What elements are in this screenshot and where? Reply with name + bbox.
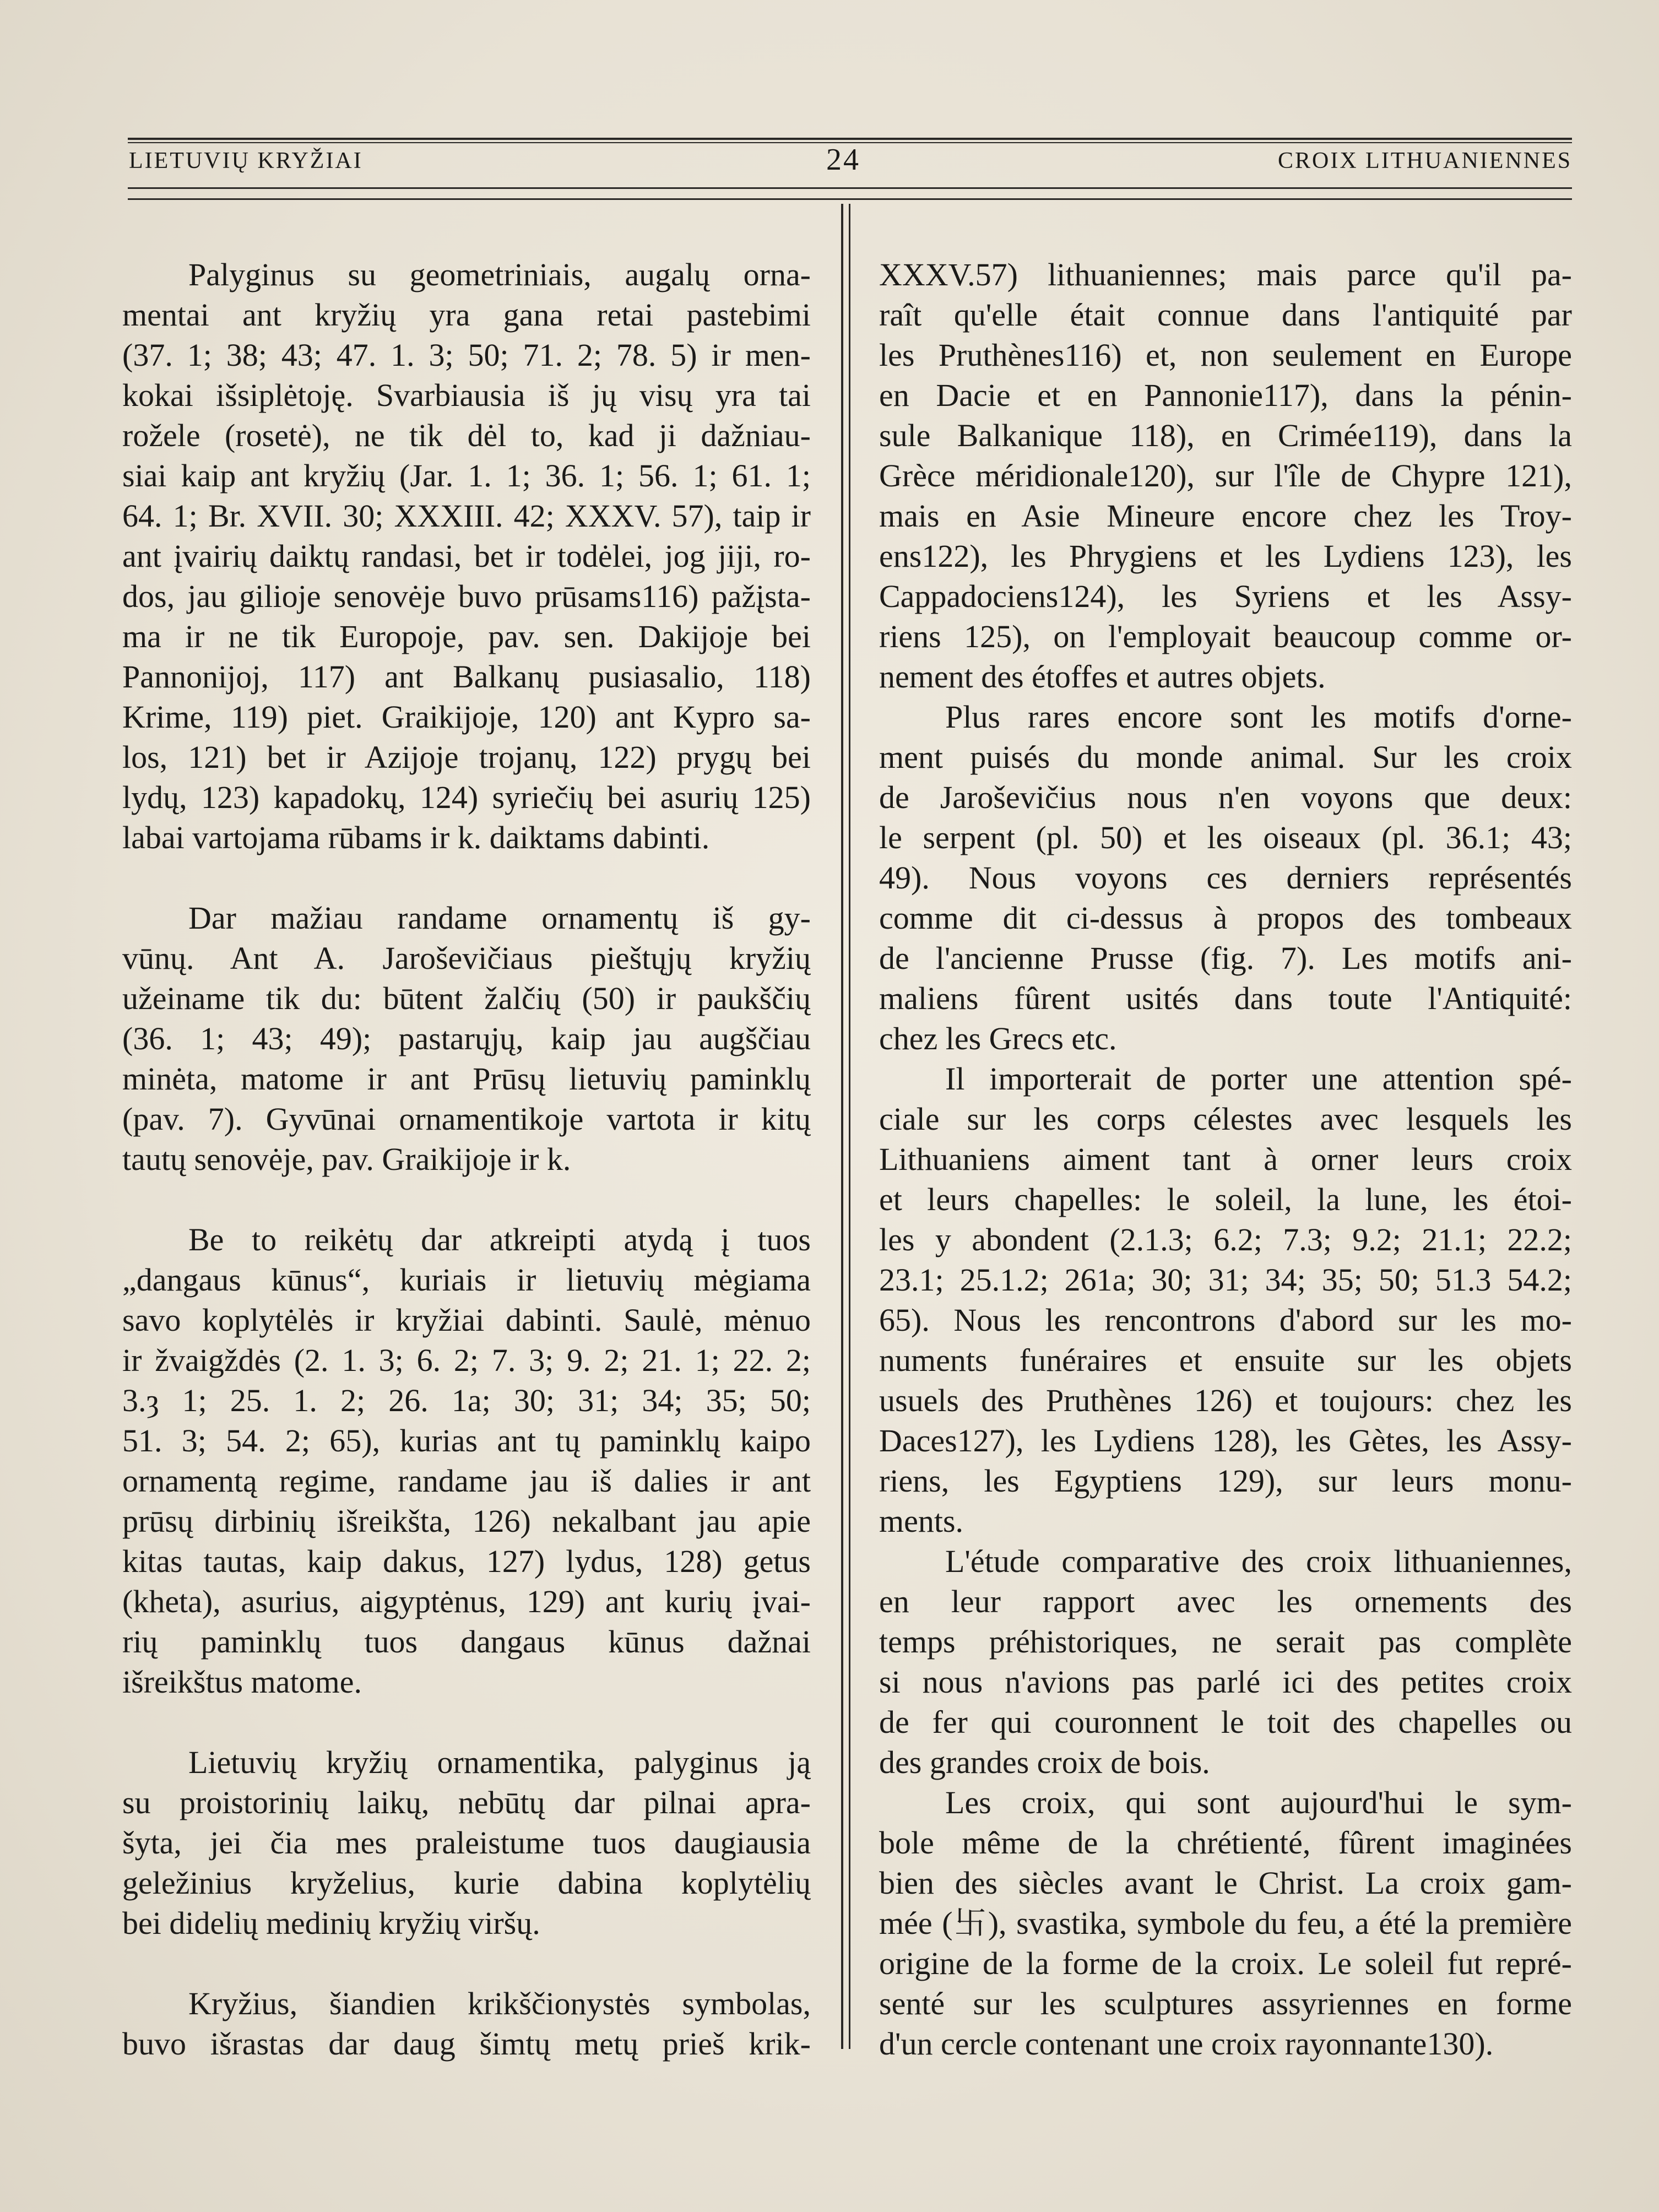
text-line: Be to reikėtų dar atkreipti atydą į tuos bbox=[188, 1222, 811, 1257]
text-line: (pav. 7). Gyvūnai ornamentikoje vartota ir kitų bbox=[122, 1101, 811, 1137]
page-number: 24 bbox=[826, 143, 860, 177]
text-line: (36. 1; 43; 49); pastarųjų, kaip jau augščiau bbox=[122, 1021, 811, 1056]
text-line: prūsų dirbinių išreikšta, 126) nekalbant jau apie bbox=[122, 1503, 811, 1539]
text-line: Pannonijoj, 117) ant Balkanų pusiasalio, 118) bbox=[122, 659, 811, 695]
text-line: tautų senovėje, pav. Graikijoje ir k. bbox=[122, 1141, 571, 1177]
text-line: 3.ȝ 1; 25. 1. 2; 26. 1a; 30; 31; 34; 35; 50; bbox=[122, 1382, 811, 1418]
text-line: rių paminklų tuos dangaus kūnus dažnai bbox=[122, 1624, 811, 1660]
text-line: de fer qui couronnent le toit des chapelles ou bbox=[879, 1704, 1572, 1740]
text-line: temps préhistoriques, ne serait pas complète bbox=[879, 1624, 1572, 1660]
text-line: bole même de la chrétienté, fûrent imaginées bbox=[879, 1825, 1572, 1861]
text-line: 23.1; 25.1.2; 261a; 30; 31; 34; 35; 50; 51.3 54.2; bbox=[879, 1262, 1572, 1298]
text-line: 51. 3; 54. 2; 65), kurias ant tų paminklų kaipo bbox=[122, 1423, 811, 1459]
paragraph-gap bbox=[122, 858, 811, 898]
text-line: ir žvaigždės (2. 1. 3; 6. 2; 7. 3; 9. 2; 21. 1; 22. 2; bbox=[122, 1342, 811, 1378]
text-line: ant įvairių daiktų randasi, bet ir todėlei, jog jiji, ro- bbox=[122, 538, 811, 574]
text-line: mais en Asie Mineure encore chez les Troy- bbox=[879, 498, 1572, 534]
text-line: vūnų. Ant A. Jaroševičiaus pieštųjų kryžių bbox=[122, 940, 811, 976]
text-line: minėta, matome ir ant Prūsų lietuvių paminklų bbox=[122, 1061, 811, 1097]
text-line: L'étude comparative des croix lithuaniennes, bbox=[945, 1543, 1572, 1579]
text-line: de Jaroševičius nous n'en voyons que deux: bbox=[879, 779, 1572, 815]
text-line: des grandes croix de bois. bbox=[879, 1744, 1210, 1780]
text-line: Palyginus su geometriniais, augalų orna- bbox=[188, 257, 811, 292]
text-line: et leurs chapelles: le soleil, la lune, les étoi- bbox=[879, 1181, 1572, 1217]
text-line: bien des siècles avant le Christ. La croix gam- bbox=[879, 1865, 1572, 1901]
text-line: mentai ant kryžių yra gana retai pastebimi bbox=[122, 297, 811, 333]
text-line: „dangaus kūnus“, kuriais ir lietuvių mėgiama bbox=[122, 1262, 811, 1298]
text-line: geležinius kryželius, kurie dabina koplytėlių bbox=[122, 1865, 811, 1901]
text-line: dos, jau gilioje senovėje buvo prūsams116) pažįsta- bbox=[122, 578, 811, 614]
text-line: les Pruthènes116) et, non seulement en Europe bbox=[879, 337, 1572, 373]
text-line: lydų, 123) kapadokų, 124) syriečių bei asurių 125) bbox=[122, 779, 811, 815]
text-line: ciale sur les corps célestes avec lesquels les bbox=[879, 1101, 1572, 1137]
text-line: 64. 1; Br. XVII. 30; XXXIII. 42; XXXV. 57), taip ir bbox=[122, 498, 811, 534]
text-line: 49). Nous voyons ces derniers représentés bbox=[879, 860, 1572, 896]
text-line: buvo išrastas dar daug šimtų metų prieš krik- bbox=[122, 2026, 811, 2062]
header-rule-top bbox=[128, 138, 1572, 140]
text-line: ens122), les Phrygiens et les Lydiens 123), les bbox=[879, 538, 1572, 574]
text-line: išreikštus matome. bbox=[122, 1664, 362, 1700]
text-line: rožele (rosetė), ne tik dėl to, kad ji dažniau- bbox=[122, 418, 811, 453]
text-line: Krime, 119) piet. Graikijoje, 120) ant Kypro sa- bbox=[122, 699, 811, 735]
lithuanian-column bbox=[122, 254, 811, 2064]
text-line: senté sur les sculptures assyriennes en forme bbox=[879, 1986, 1572, 2021]
text-line: Grèce méridionale120), sur l'île de Chypre 121), bbox=[879, 458, 1572, 494]
text-line: 65). Nous les rencontrons d'abord sur les mo- bbox=[879, 1302, 1572, 1338]
text-line: šyta, jei čia mes praleistume tuos daugiausia bbox=[122, 1825, 811, 1861]
text-line: Kryžius, šiandien krikščionystės symbolas, bbox=[188, 1986, 811, 2021]
text-line: siai kaip ant kryžių (Jar. 1. 1; 36. 1; 56. 1; 61. 1; bbox=[122, 458, 811, 494]
text-line: Les croix, qui sont aujourd'hui le sym- bbox=[945, 1785, 1572, 1820]
header-rule-bottom-thin bbox=[128, 198, 1572, 200]
french-column bbox=[879, 254, 1572, 2064]
text-line: ment puisés du monde animal. Sur les croix bbox=[879, 739, 1572, 775]
header-rule-bottom bbox=[128, 187, 1572, 189]
text-line: riens 125), on l'employait beaucoup comme or- bbox=[879, 619, 1572, 654]
text-line: los, 121) bet ir Azijoje trojanų, 122) prygų bei bbox=[122, 739, 811, 775]
text-line: en Dacie et en Pannonie117), dans la pénin- bbox=[879, 377, 1572, 413]
text-line: (37. 1; 38; 43; 47. 1. 3; 50; 71. 2; 78. 5) ir men- bbox=[122, 337, 811, 373]
text-line: Cappadociens124), les Syriens et les Assy- bbox=[879, 578, 1572, 614]
text-line: labai vartojama rūbams ir k. daiktams dabinti. bbox=[122, 820, 710, 855]
text-line: riens, les Egyptiens 129), sur leurs monu- bbox=[879, 1463, 1572, 1499]
column-divider bbox=[841, 204, 843, 2049]
text-line: nement des étoffes et autres objets. bbox=[879, 659, 1326, 695]
text-line: ornamentą regime, randame jau iš dalies ir ant bbox=[122, 1463, 811, 1499]
text-line: ma ir ne tik Europoje, pav. sen. Dakijoje bei bbox=[122, 619, 811, 654]
text-line: Il importerait de porter une attention spé- bbox=[945, 1061, 1572, 1097]
text-line: usuels des Pruthènes 126) et toujours: chez les bbox=[879, 1382, 1572, 1418]
text-line: le serpent (pl. 50) et les oiseaux (pl. 36.1; 43; bbox=[879, 820, 1572, 855]
text-line: Daces127), les Lydiens 128), les Gètes, les Assy- bbox=[879, 1423, 1572, 1459]
text-line: ments. bbox=[879, 1503, 964, 1539]
text-line: en leur rapport avec les ornements des bbox=[879, 1584, 1572, 1619]
text-line: numents funéraires et ensuite sur les objets bbox=[879, 1342, 1572, 1378]
text-line: maliens fûrent usités dans toute l'Antiquité: bbox=[879, 980, 1572, 1016]
text-line: chez les Grecs etc. bbox=[879, 1021, 1117, 1056]
text-line: Lietuvių kryžių ornamentika, palyginus ją bbox=[188, 1744, 811, 1780]
text-line: les y abondent (2.1.3; 6.2; 7.3; 9.2; 21.1; 22.2; bbox=[879, 1222, 1572, 1257]
paragraph-gap bbox=[122, 1179, 811, 1219]
paragraph-gap bbox=[122, 1702, 811, 1742]
text-line: (kheta), asurius, aigyptėnus, 129) ant kurių įvai- bbox=[122, 1584, 811, 1619]
text-line: Plus rares encore sont les motifs d'orne- bbox=[945, 699, 1572, 735]
text-line: su proistorinių laikų, nebūtų dar pilnai apra- bbox=[122, 1785, 811, 1820]
text-line: savo koplytėlės ir kryžiai dabinti. Saulė, mėnuo bbox=[122, 1302, 811, 1338]
text-line: origine de la forme de la croix. Le soleil fut repré- bbox=[879, 1945, 1572, 1981]
text-line: kitas tautas, kaip dakus, 127) lydus, 128) getus bbox=[122, 1543, 811, 1579]
text-line: mée (卐), svastika, symbole du feu, a été la première bbox=[879, 1905, 1572, 1941]
text-line: Dar mažiau randame ornamentų iš gy- bbox=[188, 900, 811, 936]
running-head-left: LIETUVIŲ KRYŽIAI bbox=[129, 148, 363, 174]
text-line: kokai išsiplėtoję. Svarbiausia iš jų visų yra tai bbox=[122, 377, 811, 413]
text-line: d'un cercle contenant une croix rayonnante130). bbox=[879, 2026, 1494, 2062]
paragraph-gap bbox=[122, 1943, 811, 1983]
column-divider-inner bbox=[849, 204, 850, 2049]
text-line: comme dit ci-dessus à propos des tombeaux bbox=[879, 900, 1572, 936]
text-line: raît qu'elle était connue dans l'antiquité par bbox=[879, 297, 1572, 333]
text-line: užeiname tik du: būtent žalčių (50) ir paukščių bbox=[122, 980, 811, 1016]
running-head-right: CROIX LITHUANIENNES bbox=[1278, 148, 1573, 174]
text-line: de l'ancienne Prusse (fig. 7). Les motifs ani- bbox=[879, 940, 1572, 976]
text-line: si nous n'avions pas parlé ici des petites croix bbox=[879, 1664, 1572, 1700]
text-line: sule Balkanique 118), en Crimée119), dans la bbox=[879, 418, 1572, 453]
text-line: XXXV.57) lithuaniennes; mais parce qu'il pa- bbox=[879, 257, 1572, 292]
text-line: Lithuaniens aiment tant à orner leurs croix bbox=[879, 1141, 1572, 1177]
text-line: bei didelių medinių kryžių viršų. bbox=[122, 1905, 540, 1941]
